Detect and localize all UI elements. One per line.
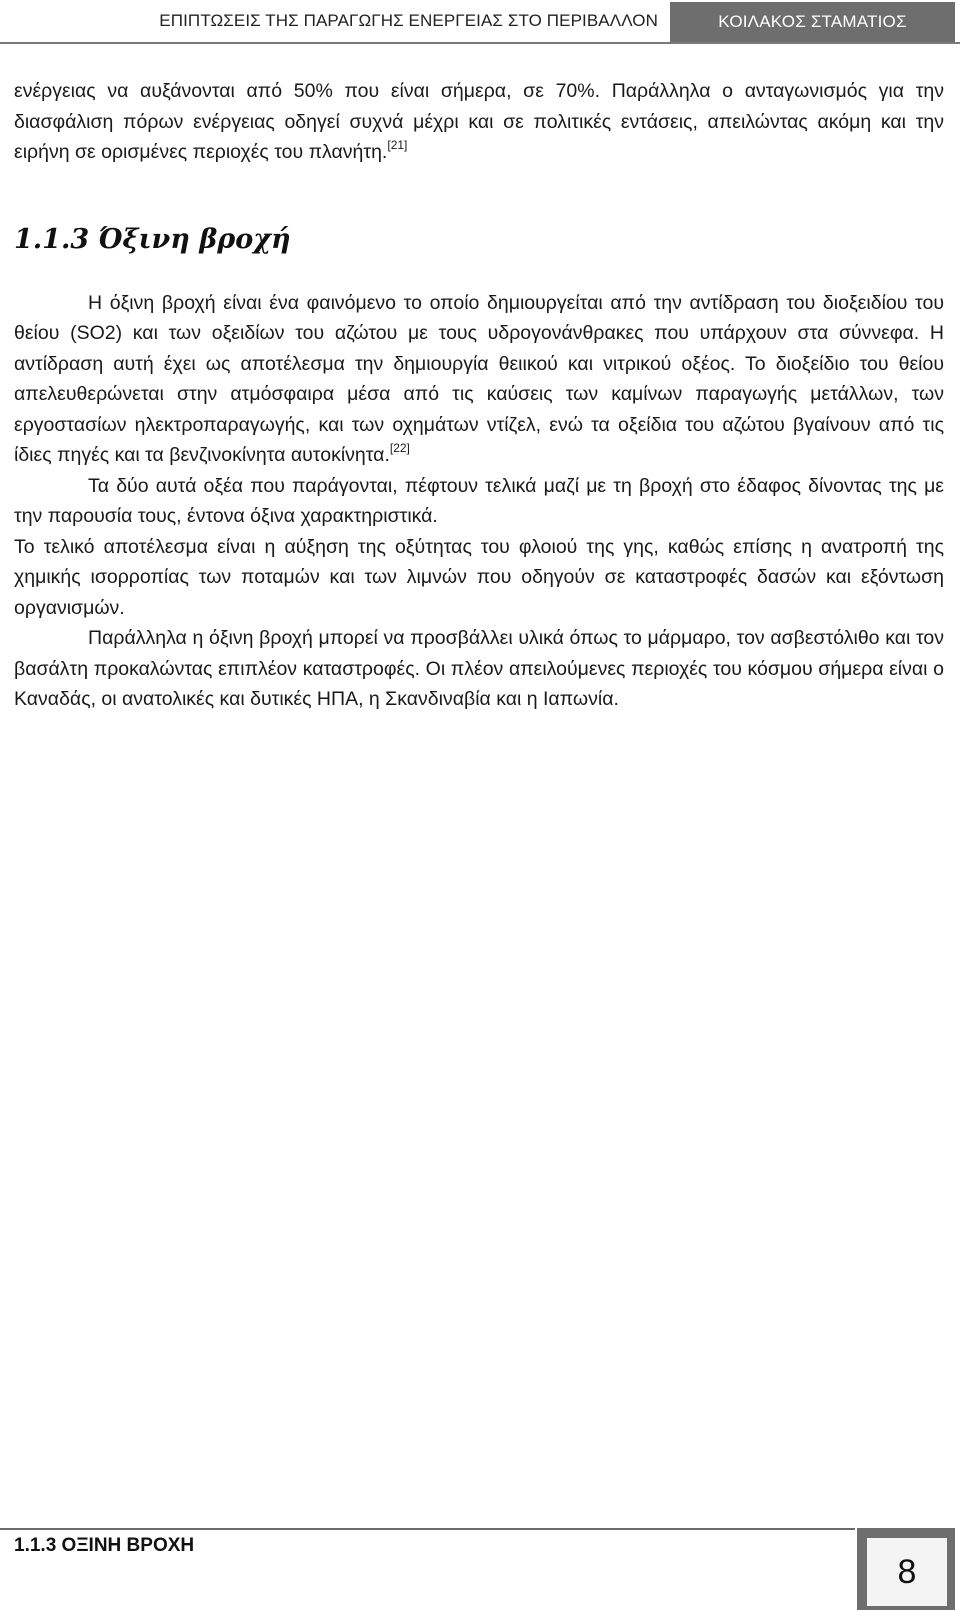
footer-divider <box>0 1528 855 1530</box>
section-paragraph-2: Τα δύο αυτά οξέα που παράγονται, πέφτουν τελικά μαζί με τη βροχή στο έδαφος δίνοντας της με την παρουσία τους, έντονα όξινα χαρακτηριστικά. <box>14 474 944 527</box>
page-header <box>0 0 960 44</box>
section-paragraph-1 <box>14 288 944 471</box>
page-content <box>14 76 944 715</box>
section-paragraph-3: Το τελικό αποτέλεσμα είναι η αύξηση της οξύτητας του φλοιού της γης, καθώς επίσης η ανατροπή της χημικής ισορροπίας των ποταμών και των λιμνών που οδηγούν σε καταστροφές δασών και εξόντωση οργανισμών. <box>14 535 944 619</box>
intro-paragraph <box>14 76 944 168</box>
section-paragraph-4: Παράλληλα η όξινη βροχή μπορεί να προσβάλλει υλικά όπως το μάρμαρο, τον ασβεστόλιθο και τον βασάλτη προκαλώντας επιπλέον καταστροφές. Οι πλέον απειλούμενες περιοχές του κόσμου σήμερα είναι ο Καναδάς, οι ανατολικές και δυτικές ΗΠΑ, η Σκανδιναβία και η Ιαπωνία. <box>14 627 944 710</box>
page-number: 8 <box>867 1538 947 1606</box>
section-heading: 1.1.3 Όξινη βροχή <box>14 223 291 255</box>
author-name: ΚΟΙΛΑΚΟΣ ΣΤΑΜΑΤΙΟΣ <box>670 2 955 42</box>
paragraph-1-text: Η όξινη βροχή είναι ένα φαινόμενο το οποίο δημιουργείται από την αντίδραση του διοξειδίου του θείου (SO2) και των οξειδίων του αζώτου με τους υδρογονάνθρακες που υπάρχουν στα σύννεφα. Η αντίδραση αυτή έχει ως αποτέλεσμα την δημιουργία θειικού και νιτρικού οξέος. Το διοξείδιο του θείου απελευθερώνεται στην ατμόσφαιρα μέσα από τις καύσεις των καμίνων παραγωγής μετάλλων, των εργοστασίων ηλεκτροπαραγωγής, και των οχημάτων ντίζελ, ενώ τα οξείδια του αζώτου βγαίνουν από τις ίδιες πηγές και τα βενζινοκίνητα αυτοκίνητα. <box>14 291 944 466</box>
document-title: ΕΠΙΠΤΩΣΕΙΣ ΤΗΣ ΠΑΡΑΓΩΓΗΣ ΕΝΕΡΓΕΙΑΣ ΣΤΟ ΠΕΡΙΒΑΛΛΟΝ <box>159 11 658 30</box>
footer-section-title: 1.1.3 ΟΞΙΝΗ ΒΡΟΧΗ <box>14 1535 195 1556</box>
citation-21: [21] <box>387 138 408 152</box>
page-number-box <box>857 1528 955 1610</box>
intro-text: ενέργειας να αυξάνονται από 50% που είναι σήμερα, σε 70%. Παράλληλα ο ανταγωνισμός για την διασφάλιση πόρων ενέργειας οδηγεί συχνά μέχρι και σε πολιτικές εντάσεις, απειλώντας ακόμη και την ειρήνη σε ορισμένες περιοχές του πλανήτη. <box>14 80 944 163</box>
header-divider <box>0 42 960 44</box>
citation-22: [22] <box>389 441 410 455</box>
